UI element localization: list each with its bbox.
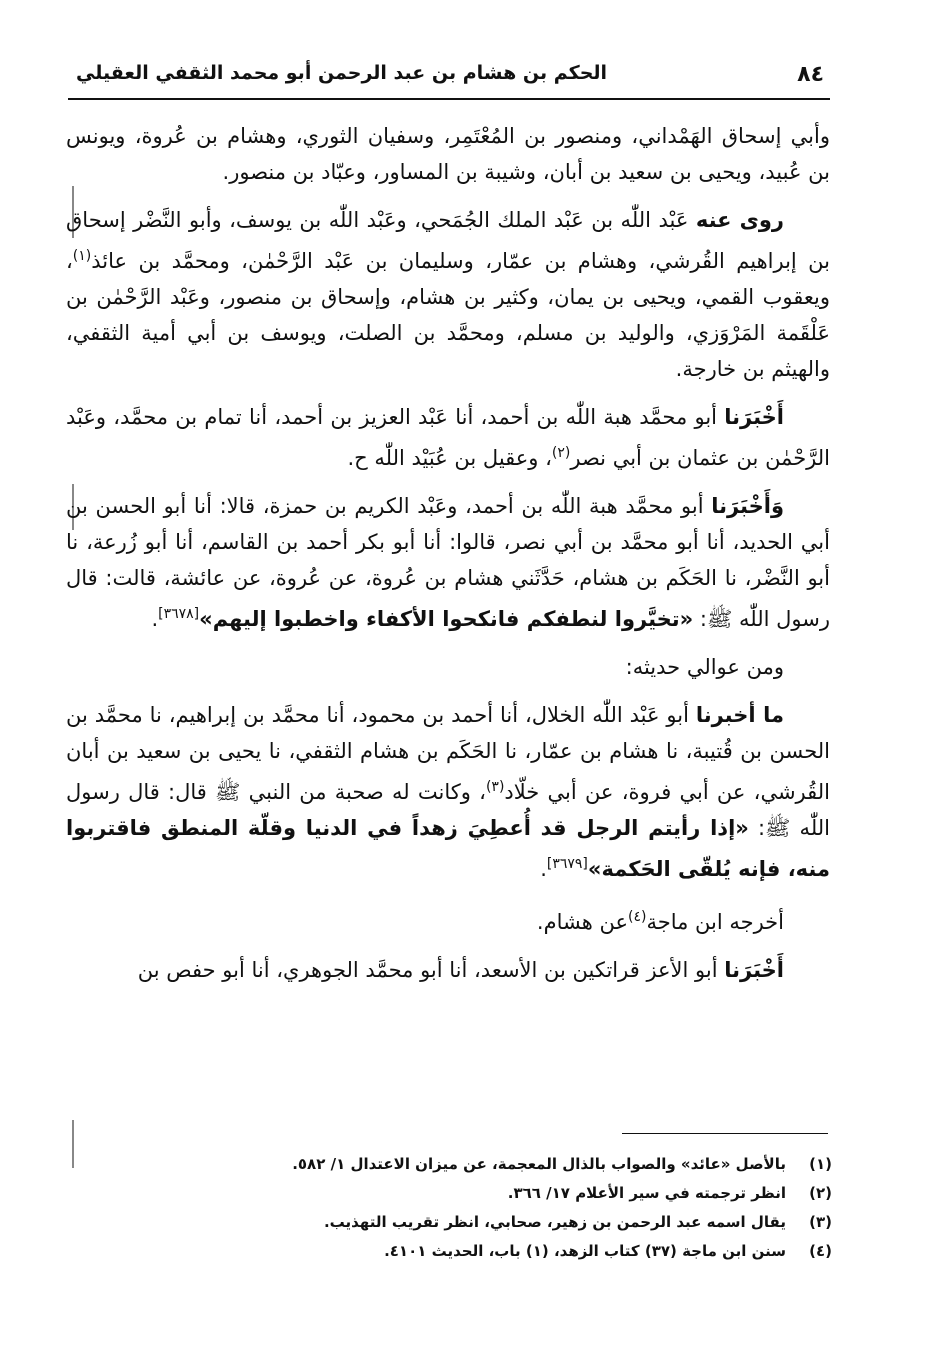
paragraph [66,899,830,940]
text-run: أبو الأعز قراتكين بن الأسعد، أنا أبو محمَّد الجوهري، أنا أبو حفص بن [137,958,725,982]
paragraph [66,697,830,887]
reference-mark: (٣) [485,779,505,795]
bold-text: وَأَخْبَرَنا [711,494,784,518]
text-run: أخرجه ابن ماجة [646,910,784,934]
paragraph [66,118,830,190]
footnote [92,1150,832,1179]
bold-text: أَخْبَرَنا [724,958,784,982]
reference-mark: (٤) [627,909,647,925]
footnote-number: (٤) [809,1242,832,1260]
paragraph [66,399,830,476]
body-text [66,118,830,1000]
text-run: أبو محمَّد هبة اللّٰه بن أحمد، أنا عَبْد العزيز بن أحمد، أنا تمام بن محمَّد، وعَبْد الرَّحْمٰن بن عثمان بن أبي نصر [66,405,830,470]
reference-mark: (١) [72,248,92,264]
margin-line [72,1120,74,1168]
footnote-separator [622,1133,828,1134]
text-run: أبو محمَّد هبة اللّٰه بن أحمد، وعَبْد الكريم بن حمزة، قالا: أنا أبو الحسن بن أبي الحديد، أنا أبو محمَّد بن أبي نصر، قالوا: أنا أبو بكر أحمد بن القاسم، أنا أبو زُرعة، نا أبو النَّضْر، نا الحَكَم بن هشام، حَدَّثَني هشام بن عُروة، عن عُروة، عن عائشة، قالت: قال رسول اللّٰه ﷺ: [66,494,830,631]
footnote [92,1179,832,1208]
reference-mark: (٢) [551,445,571,461]
bold-text: أَخْبَرَنا [724,405,784,429]
reference-mark: [٣٦٧٨] [158,606,200,622]
text-run: وأبي إسحاق الهَمْداني، ومنصور بن المُعْتَمِر، وسفيان الثوري، وهشام بن عُروة، ويونس بن عُبيد، ويحيى بن سعيد بن أبان، وشيبة بن المساور، وعبّاد بن منصور. [66,124,830,184]
footnote [92,1208,832,1237]
text-run: . [151,607,159,631]
footnote-text: سنن ابن ماجة (٣٧) كتاب الزهد، (١) باب، الحديث ٤١٠١. [384,1242,786,1260]
page-header [68,58,830,100]
footnotes [92,1150,832,1266]
paragraph [66,488,830,637]
paragraph [66,202,830,387]
text-run: ومن عوالي حديثه: [625,655,784,679]
footnote-text: يقال اسمه عبد الرحمن بن زهير، صحابي، انظر تقريب التهذيب. [323,1213,786,1231]
footnote-number: (١) [809,1155,832,1173]
bold-text: ما أخبرنا [695,703,784,727]
bold-text: روى عنه [695,208,784,232]
page-number: ٨٤ [797,62,824,87]
text-run: عن هشام. [536,910,628,934]
running-title: الحكم بن هشام بن عبد الرحمن أبو محمد الثقفي العقيلي [76,62,608,84]
footnote-number: (٢) [809,1184,832,1202]
text-run: عَبْد اللّٰه بن عَبْد الملك الجُمَحي، وعَبْد اللّٰه بن يوسف، وأبو النَّضْر إسحاق بن إبراهيم القُرشي، وهشام بن عمّار، وسليمان بن عَبْد الرَّحْمٰن، ومحمَّد بن عائذ [66,208,830,273]
paragraph [66,952,830,988]
bold-text: «تخيَّروا لنطفكم فانكحوا الأكفاء واخطبوا إليهم» [199,607,694,631]
footnote-number: (٣) [809,1213,832,1231]
text-run: ، وكانت له صحبة من النبي ﷺ قال: قال رسول اللّٰه ﷺ: [66,780,830,840]
reference-mark: [٣٦٧٩] [546,856,588,872]
text-run: ، ويعقوب القمي، ويحيى بن يمان، وكثير بن هشام، وإسحاق بن منصور، وعَبْد الرَّحْمٰن بن عَلْقَمة المَرْوَزي، والوليد بن مسلم، ومحمَّد بن الصلت، ويوسف بن أبي أمية الثقفي، والهيثم بن خارجة. [66,249,830,381]
paragraph [66,649,830,685]
footnote-text: بالأصل «عائد» والصواب بالذال المعجمة، عن ميزان الاعتدال ١/ ٥٨٢. [292,1155,786,1173]
text-run: أبو عَبْد اللّٰه الخلال، أنا أحمد بن محمود، أنا محمَّد بن إبراهيم، نا محمَّد بن الحسن بن قُتيبة، نا هشام بن عمّار، نا الحَكَم بن هشام الثقفي، نا يحيى بن سعيد بن أبان القُرشي، عن أبي فروة، عن أبي خلّاد [66,703,830,804]
text-run: . [540,857,547,881]
bold-text: «إذا رأيتم الرجل قد أُعطِيَ زهداً في الدنيا وقلّة المنطق فاقتربوا منه، فإنه يُلقّى الحَكمة» [66,816,830,881]
footnote [92,1237,832,1266]
text-run: ، وعقيل بن عُبَيْد اللّٰه ح. [347,446,552,470]
footnote-text: انظر ترجمته في سير الأعلام ١٧/ ٣٦٦. [507,1184,786,1202]
